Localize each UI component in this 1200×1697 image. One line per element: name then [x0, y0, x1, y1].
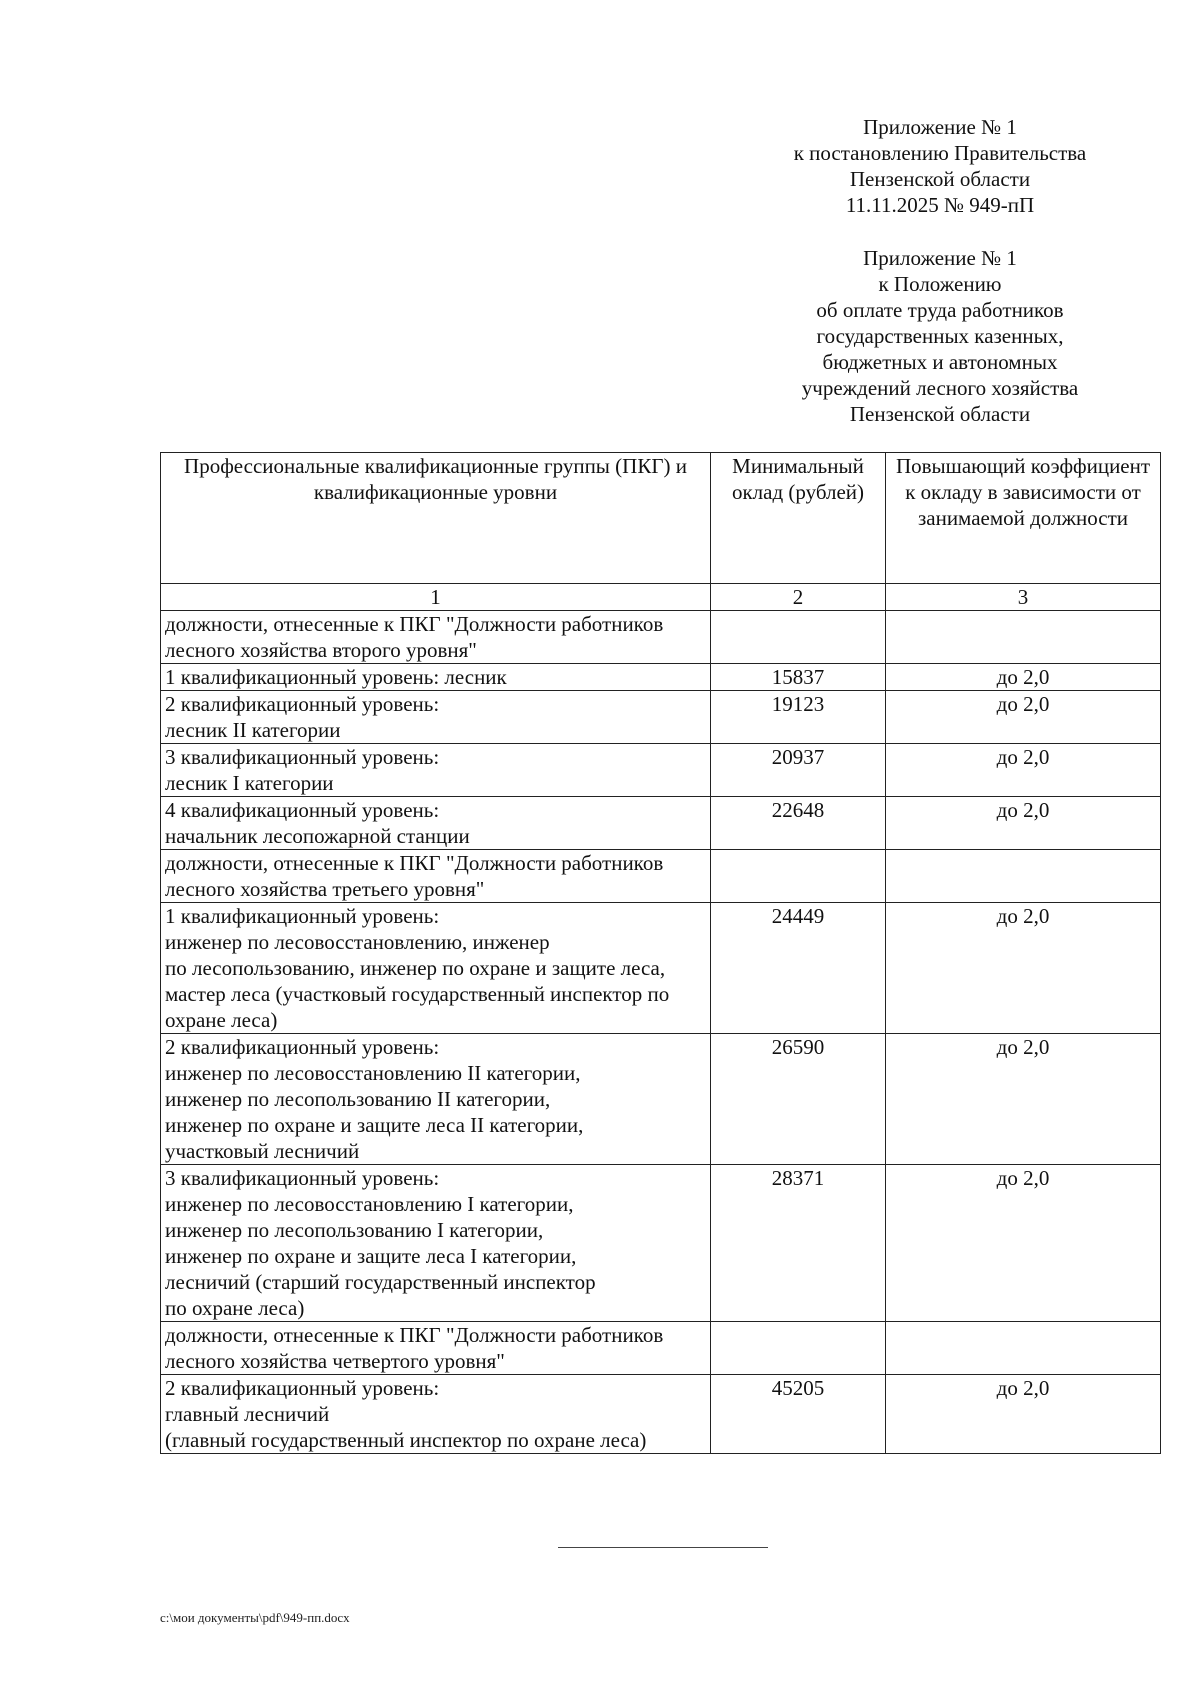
- row-coefficient: до 2,0: [886, 691, 1161, 744]
- row-qualification: 1 квалификационный уровень: инженер по лесовосстановлению, инженер по лесопользованию, инженер по охране и защите леса, мастер леса (участковый государственный инспектор по охране леса): [161, 903, 711, 1034]
- row-qualification: 2 квалификационный уровень: главный лесничий (главный государственный инспектор по охране леса): [161, 1375, 711, 1454]
- table-row: [161, 1165, 1161, 1322]
- regulation-line-7: Пензенской области: [849, 402, 1031, 426]
- row-salary: 24449: [711, 903, 886, 1034]
- row-coefficient: до 2,0: [886, 903, 1161, 1034]
- row-salary: [711, 850, 886, 903]
- table-row: [161, 1034, 1161, 1165]
- row-coefficient: до 2,0: [886, 744, 1161, 797]
- row-qualification: 2 квалификационный уровень: инженер по лесовосстановлению II категории, инженер по лесопользованию II категории, инженер по охране и защите леса II категории, участковый лесничий: [161, 1034, 711, 1165]
- row-salary: 28371: [711, 1165, 886, 1322]
- row-salary: [711, 1322, 886, 1375]
- regulation-to-provision: к Положению: [878, 272, 1002, 296]
- end-separator-line: [558, 1547, 768, 1548]
- header-min-salary: Минимальный оклад (рублей): [711, 453, 886, 584]
- file-path-footer: c:\мои документы\pdf\949-пп.docx: [160, 1610, 350, 1625]
- row-salary: 19123: [711, 691, 886, 744]
- column-number-1: 1: [161, 584, 711, 611]
- row-coefficient: до 2,0: [886, 1375, 1161, 1454]
- regulation-line-4: государственных казенных,: [816, 324, 1064, 348]
- row-salary: 26590: [711, 1034, 886, 1165]
- row-coefficient: до 2,0: [886, 797, 1161, 850]
- row-salary: [711, 611, 886, 664]
- row-coefficient: [886, 1322, 1161, 1375]
- row-coefficient: [886, 611, 1161, 664]
- table-row: [161, 744, 1161, 797]
- row-qualification: 2 квалификационный уровень: лесник II категории: [161, 691, 711, 744]
- row-salary: 15837: [711, 664, 886, 691]
- table-row: [161, 1322, 1161, 1375]
- row-qualification: 4 квалификационный уровень: начальник лесопожарной станции: [161, 797, 711, 850]
- column-number-row: [161, 584, 1161, 611]
- table-row: [161, 1375, 1161, 1454]
- row-qualification: должности, отнесенные к ПКГ "Должности работников лесного хозяйства второго уровня": [161, 611, 711, 664]
- table-header-row: [161, 453, 1161, 584]
- row-qualification: должности, отнесенные к ПКГ "Должности работников лесного хозяйства четвертого уровня": [161, 1322, 711, 1375]
- order-reference-header: [700, 114, 1180, 218]
- table-row: [161, 797, 1161, 850]
- order-region: Пензенской области: [849, 167, 1031, 191]
- regulation-reference-header: [700, 245, 1180, 427]
- regulation-appendix-number: Приложение № 1: [863, 246, 1017, 270]
- row-salary: 45205: [711, 1375, 886, 1454]
- row-qualification: 3 квалификационный уровень: лесник I категории: [161, 744, 711, 797]
- row-salary: 22648: [711, 797, 886, 850]
- table-row: [161, 903, 1161, 1034]
- column-number-3: 3: [886, 584, 1161, 611]
- order-appendix-number: Приложение № 1: [863, 115, 1017, 139]
- header-pkg-groups: Профессиональные квалификационные группы (ПКГ) и квалификационные уровни: [161, 453, 711, 584]
- row-coefficient: [886, 850, 1161, 903]
- row-coefficient: до 2,0: [886, 1034, 1161, 1165]
- regulation-line-6: учреждений лесного хозяйства: [801, 376, 1079, 400]
- table-row: [161, 611, 1161, 664]
- header-coefficient: Повышающий коэффициент к окладу в зависимости от занимаемой должности: [886, 453, 1161, 584]
- order-to-resolution: к постановлению Правительства: [793, 141, 1087, 165]
- regulation-line-3: об оплате труда работников: [816, 298, 1064, 322]
- table-row: [161, 664, 1161, 691]
- row-coefficient: до 2,0: [886, 1165, 1161, 1322]
- regulation-line-5: бюджетных и автономных: [822, 350, 1058, 374]
- column-number-2: 2: [711, 584, 886, 611]
- row-qualification: 3 квалификационный уровень: инженер по лесовосстановлению I категории, инженер по лесопользованию I категории, инженер по охране и защите леса I категории, лесничий (старший государственный инспектор по охране леса): [161, 1165, 711, 1322]
- row-qualification: должности, отнесенные к ПКГ "Должности работников лесного хозяйства третьего уровня": [161, 850, 711, 903]
- table-row: [161, 850, 1161, 903]
- salary-table: [160, 452, 1161, 1454]
- row-qualification: 1 квалификационный уровень: лесник: [161, 664, 711, 691]
- row-salary: 20937: [711, 744, 886, 797]
- table-row: [161, 691, 1161, 744]
- row-coefficient: до 2,0: [886, 664, 1161, 691]
- order-date-number: 11.11.2025 № 949-пП: [845, 193, 1035, 217]
